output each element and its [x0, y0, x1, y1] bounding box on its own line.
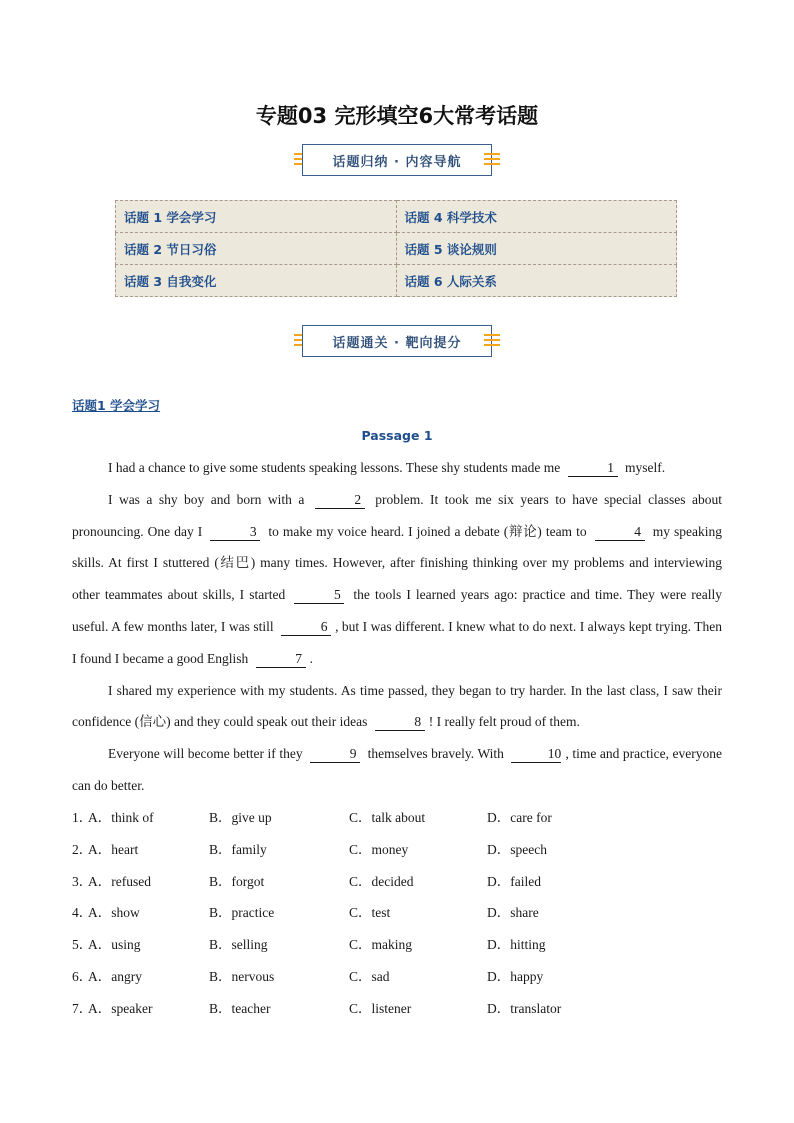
option-c: C．talk about [349, 810, 426, 825]
practice-banner-label: 话题通关 · 靶向提分 [302, 325, 492, 357]
topic-table [115, 200, 677, 297]
option-row [72, 929, 722, 961]
blank: 6 [281, 619, 331, 636]
option-c: C．sad [349, 968, 390, 984]
question-number: 3． [72, 873, 93, 889]
topic-cell: 话题 4 科学技术 [396, 201, 677, 233]
option-c: C．making [349, 937, 412, 953]
passage-text: problem. It took me six years to have special classes about pronouncing. One day I [72, 491, 722, 539]
nav-banner-label: 话题归纳 · 内容导航 [302, 144, 492, 176]
passage-text: myself. [625, 460, 666, 475]
option-row [72, 897, 722, 929]
passage-text: my speaking skills. At first I stuttered (结巴) many times. However, after finishing thinking over my problems and interviewing other teammates about skills, I started [72, 523, 722, 603]
option-b: B．practice [209, 905, 275, 921]
option-d: D．translator [487, 1000, 562, 1016]
banner-deco-right [484, 334, 500, 348]
passage-text: I had a chance to give some students speaking lessons. These shy students made me [108, 460, 561, 475]
option-c: C．decided [349, 873, 414, 889]
nav-banner [294, 144, 500, 176]
paragraph [72, 452, 722, 484]
option-row [72, 993, 722, 1025]
question-number: 5． [72, 937, 93, 953]
option-b: B．give up [209, 810, 272, 825]
passage-text: themselves bravely. With [367, 746, 504, 762]
topic-cell: 话题 2 节日习俗 [116, 233, 397, 265]
option-c: C．test [349, 905, 391, 921]
option-b: B．nervous [209, 968, 275, 984]
topic-cell: 话题 5 谈论规则 [396, 233, 677, 265]
paragraph [72, 738, 722, 802]
passage-text: the tools I learned years ago: practice and time. They were really useful. A few months later, I was still [72, 587, 723, 634]
topic-cell: 话题 1 学会学习 [116, 201, 397, 233]
option-d: D．speech [487, 841, 547, 857]
option-d: D．failed [487, 873, 541, 889]
option-b: B．selling [209, 937, 268, 953]
passage-text: Everyone will become better if they [108, 746, 303, 762]
passage-text: . [309, 650, 313, 666]
option-c: C．money [349, 841, 409, 857]
passage-text: I was a shy boy and born with a [108, 491, 305, 507]
option-a: A．think of [88, 810, 154, 825]
option-d: D．happy [487, 968, 544, 984]
practice-banner [294, 325, 500, 357]
blank: 3 [210, 524, 260, 541]
question-number: 6． [72, 968, 93, 984]
option-a: A．speaker [88, 1000, 153, 1016]
section-heading-link[interactable]: 话题1 学会学习 [72, 398, 161, 413]
passage-text: , but I was different. I knew what to do next. I always kept trying. Then I found I became a good English [72, 618, 722, 666]
passage-title: Passage 1 [361, 428, 433, 443]
paragraph [72, 484, 722, 675]
topic-cell: 话题 6 人际关系 [396, 265, 677, 297]
page-title: 专题03 完形填空6大常考话题 [255, 104, 539, 128]
option-row [72, 961, 722, 993]
passage-text: to make my voice heard. I joined a debate (辩论) team to [268, 523, 587, 539]
option-a: A．refused [88, 873, 151, 889]
option-row [72, 802, 722, 834]
blank: 2 [315, 492, 365, 509]
option-b: B．forgot [209, 873, 265, 889]
option-b: B．family [209, 841, 267, 857]
option-row [72, 866, 722, 898]
blank: 1 [568, 460, 618, 477]
answer-options [72, 802, 722, 1025]
passage-text: , time and practice, everyone can do better. [72, 746, 722, 793]
option-d: D．care for [487, 810, 552, 825]
question-number: 7． [72, 1000, 93, 1016]
passage-text: I shared my experience with my students. As time passed, they began to try harder. In the last class, I saw their confidence (信心) and they could speak out their ideas [72, 682, 722, 730]
option-a: A．heart [88, 841, 139, 857]
paragraph [72, 675, 722, 739]
option-d: D．hitting [487, 937, 546, 953]
option-row [72, 834, 722, 866]
option-a: A．show [88, 905, 140, 921]
banner-deco-right [484, 153, 500, 167]
option-a: A．angry [88, 968, 142, 984]
blank: 9 [310, 746, 360, 763]
blank: 10 [511, 746, 561, 763]
passage-body [72, 452, 722, 802]
option-a: A．using [88, 937, 141, 953]
option-c: C．listener [349, 1000, 412, 1016]
passage-text: ! I really felt proud of them. [428, 714, 580, 730]
question-number: 4． [72, 905, 93, 921]
blank: 7 [256, 651, 306, 668]
blank: 5 [294, 587, 344, 604]
topic-cell: 话题 3 自我变化 [116, 265, 397, 297]
blank: 4 [595, 524, 645, 541]
blank: 8 [375, 714, 425, 731]
question-number: 2． [72, 841, 93, 857]
option-d: D．share [487, 905, 539, 921]
option-b: B．teacher [209, 1000, 271, 1016]
question-number: 1． [72, 810, 93, 825]
